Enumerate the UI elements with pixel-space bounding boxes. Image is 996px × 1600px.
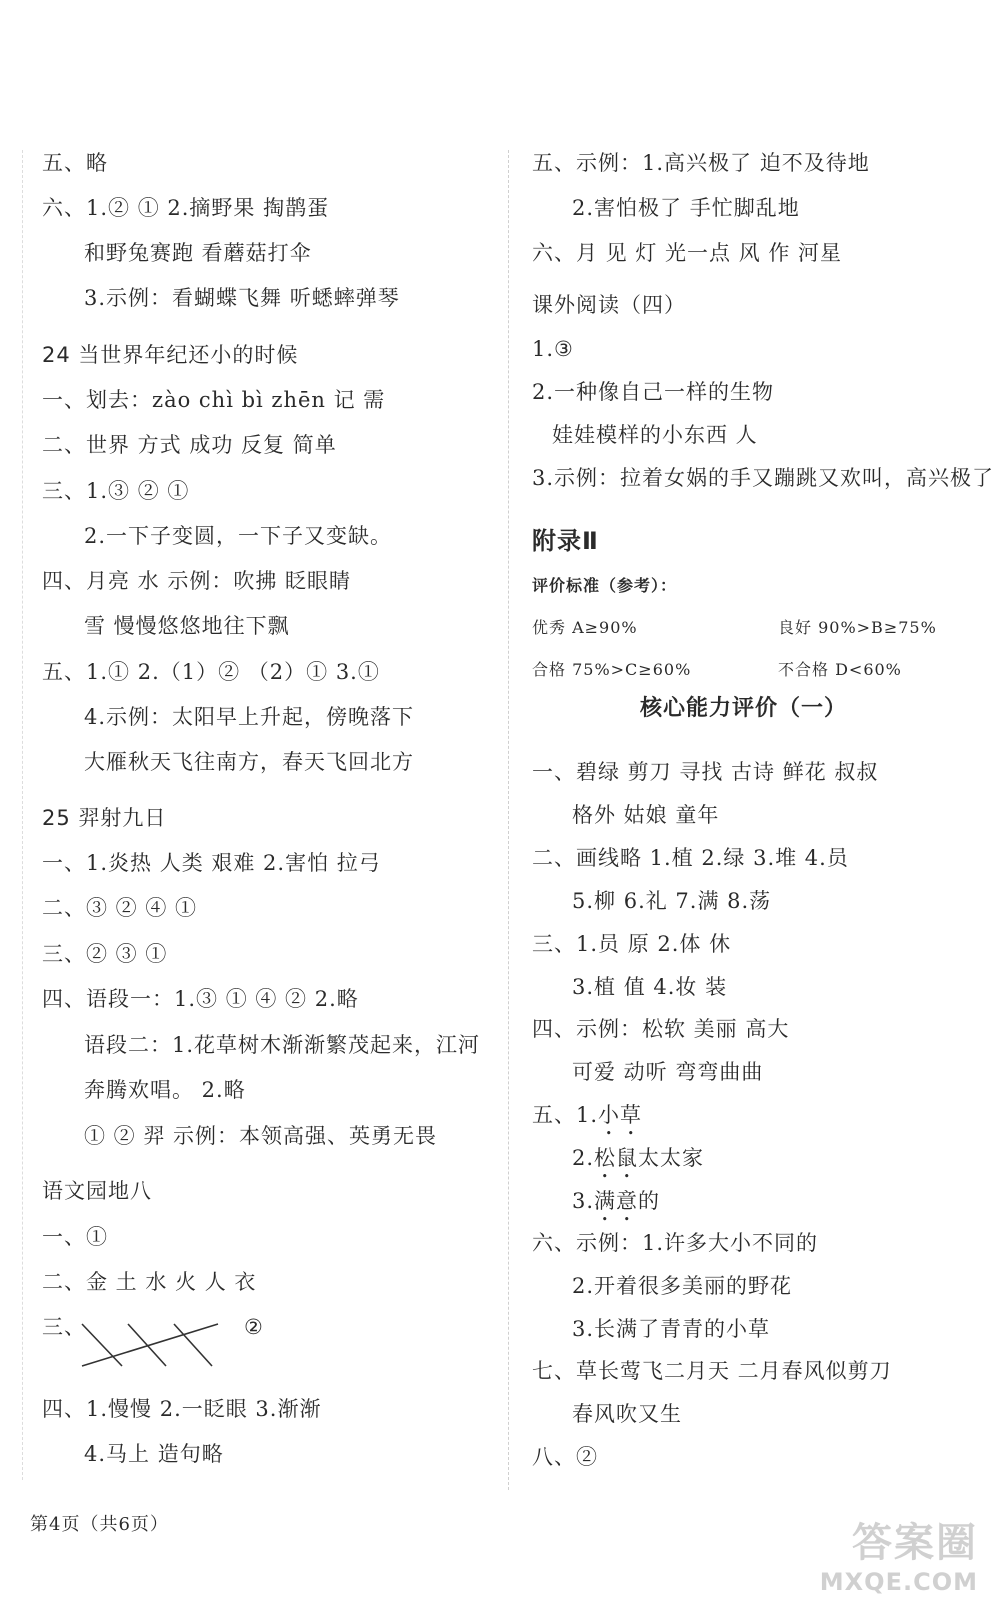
- answer-line: [572, 1186, 660, 1226]
- answer-line: 可爱 动听 弯弯曲曲: [572, 1060, 764, 1084]
- answer-line: 六、1.② ① 2.摘野果 掏鹊蛋: [42, 196, 330, 220]
- criteria-title: 评价标准（参考）：: [532, 576, 678, 595]
- answer-line: 一、碧绿 剪刀 寻找 古诗 鲜花 叔叔: [532, 760, 879, 784]
- answer-line: 雪 慢慢悠悠地往下飘: [84, 614, 290, 638]
- emphasized-text: 满意: [594, 1189, 639, 1213]
- matching-lines-diagram: [76, 1318, 226, 1374]
- answer-line: 三、1.员 原 2.体 休: [532, 932, 732, 956]
- plain-text: 的: [638, 1189, 661, 1213]
- grade-good: 良好 90%>B≥75%: [778, 618, 937, 637]
- answer-line: 五、1.① 2.（1）② （2）① 3.①: [42, 660, 380, 684]
- page-number: 第4页（共6页）: [30, 1514, 169, 1535]
- answer-line: 一、1.炎热 人类 艰难 2.害怕 拉弓: [42, 851, 381, 875]
- appendix-title: 附录Ⅱ: [532, 527, 599, 555]
- section-title: 语文园地八: [42, 1179, 152, 1203]
- item-number: 3.: [572, 1189, 595, 1213]
- answer-line: 格外 姑娘 童年: [572, 803, 720, 827]
- answer-line: 二、金 土 水 火 人 衣: [42, 1270, 257, 1294]
- answer-line: 3.示例：拉着女娲的手又蹦跳又欢叫，高兴极了: [532, 466, 995, 490]
- answer-line: 四、示例：松软 美丽 高大: [532, 1017, 790, 1041]
- answer-line: 一、①: [42, 1225, 108, 1249]
- answer-line: 春风吹又生: [572, 1402, 682, 1426]
- item-number: 五、1.: [532, 1103, 599, 1127]
- answer-line: 二、画线略 1.植 2.绿 3.堆 4.员: [532, 846, 849, 870]
- answer-line: 和野兔赛跑 看蘑菇打伞: [84, 241, 312, 265]
- watermark-logo: 答案圈: [852, 1520, 978, 1566]
- answer-line: 2.害怕极了 手忙脚乱地: [572, 196, 800, 220]
- answer-line: 3.长满了青青的小草: [572, 1317, 771, 1341]
- answer-line: 四、语段一：1.③ ① ④ ② 2.略: [42, 987, 359, 1011]
- answer-line: 2.开着很多美丽的野花: [572, 1274, 793, 1298]
- grade-excellent: 优秀 A≥90%: [532, 618, 638, 637]
- lesson-title: 24 当世界年纪还小的时候: [42, 343, 299, 367]
- lesson-title: 25 羿射九日: [42, 806, 167, 830]
- emphasized-text: 松鼠: [594, 1146, 639, 1170]
- answer-line: 3.示例：看蝴蝶飞舞 听蟋蟀弹琴: [84, 286, 400, 310]
- answer-line: 五、略: [42, 151, 108, 175]
- emphasized-text: 小草: [598, 1103, 643, 1127]
- answer-line: 1.③: [532, 337, 574, 361]
- answer-line: 2.一种像自己一样的生物: [532, 380, 775, 404]
- answer-line: 3.植 值 4.妆 装: [572, 975, 728, 999]
- grade-pass: 合格 75%>C≥60%: [532, 660, 692, 679]
- answer-line: 4.示例：太阳早上升起，傍晚落下: [84, 705, 415, 729]
- section-title: 课外阅读（四）: [532, 293, 686, 317]
- item-number: 2.: [572, 1146, 595, 1170]
- watermark: [820, 1511, 978, 1596]
- answer-line: 2.一下子变圆，一下子又变缺。: [84, 524, 393, 548]
- answer-line: 语段二：1.花草树木渐渐繁茂起来，江河: [84, 1033, 481, 1057]
- answer-line: 五、示例：1.高兴极了 迫不及待地: [532, 151, 870, 175]
- watermark-url: MXQE.COM: [819, 1568, 978, 1596]
- left-margin-rule: [22, 150, 23, 1480]
- assessment-title: 核心能力评价（一）: [640, 696, 848, 721]
- answer-line: 一、划去：zào chì bì zhēn 记 需: [42, 388, 386, 412]
- plain-text: 太太家: [638, 1146, 705, 1170]
- grade-fail: 不合格 D<60%: [778, 660, 902, 679]
- column-divider: [508, 150, 509, 1490]
- answer-line: 六、示例：1.许多大小不同的: [532, 1231, 819, 1255]
- answer-line: [572, 1143, 704, 1183]
- answer-line: 三、② ③ ①: [42, 942, 168, 966]
- answer-line: 八、②: [532, 1445, 598, 1469]
- answer-line: 4.马上 造句略: [84, 1442, 224, 1466]
- answer-line: 六、月 见 灯 光一点 风 作 河星: [532, 241, 843, 265]
- answer-line: 四、月亮 水 示例：吹拂 眨眼睛: [42, 569, 352, 593]
- answer-line: 5.柳 6.礼 7.满 8.荡: [572, 889, 772, 913]
- answer-line: 二、世界 方式 成功 反复 简单: [42, 433, 337, 457]
- answer-line: 二、③ ② ④ ①: [42, 896, 198, 920]
- answer-line: ②: [244, 1315, 264, 1339]
- answer-line: 七、草长莺飞二月天 二月春风似剪刀: [532, 1359, 892, 1383]
- answer-line: 三、: [42, 1315, 86, 1339]
- answer-line: 四、1.慢慢 2.一眨眼 3.渐渐: [42, 1397, 322, 1421]
- answer-line: [532, 1100, 642, 1140]
- answer-line: 奔腾欢唱。 2.略: [84, 1078, 246, 1102]
- answer-line: 大雁秋天飞往南方，春天飞回北方: [84, 750, 414, 774]
- match-line: [128, 1324, 166, 1366]
- answer-line: 娃娃模样的小东西 人: [552, 423, 758, 447]
- answer-line: ① ② 羿 示例：本领高强、英勇无畏: [84, 1124, 438, 1148]
- answer-line: 三、1.③ ② ①: [42, 479, 190, 503]
- match-line: [174, 1324, 212, 1366]
